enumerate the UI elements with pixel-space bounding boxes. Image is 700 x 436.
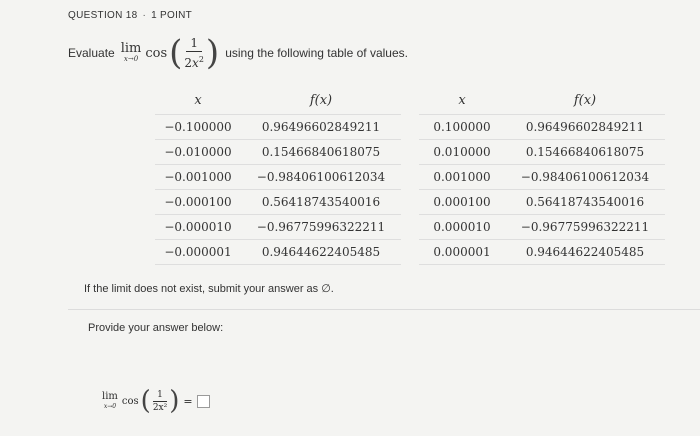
answer-expression — [96, 388, 210, 414]
table-row — [155, 114, 665, 139]
cell-x-pos: 0.100000 — [419, 114, 505, 139]
table-row — [155, 239, 665, 264]
answer-cos-function: cos — [121, 395, 139, 407]
answer-lim-subscript: x→0 — [103, 402, 117, 410]
answer-left-paren: ( — [140, 386, 151, 416]
header-f-neg: f(x) — [309, 93, 333, 109]
prompt-tail: using the following table of values. — [225, 46, 408, 60]
table-row — [155, 164, 665, 189]
den-exp: 2 — [198, 55, 204, 64]
table-gap — [401, 189, 419, 214]
cell-f-neg: 0.15466840618075 — [241, 139, 401, 164]
cell-x-neg: −0.010000 — [155, 139, 241, 164]
cell-f-pos: 0.94644622405485 — [505, 239, 665, 264]
table-gap — [401, 164, 419, 189]
question-points: 1 POINT — [151, 10, 193, 21]
table-gap — [401, 139, 419, 164]
answer-fraction-denominator: 2x² — [152, 402, 168, 413]
table-row — [155, 189, 665, 214]
empty-set-hint: If the limit does not exist, submit your answer as ∅. — [84, 283, 334, 295]
lim-text: lim — [120, 41, 142, 56]
cell-f-pos: 0.96496602849211 — [505, 114, 665, 139]
cell-x-pos: 0.000010 — [419, 214, 505, 239]
table-gap — [401, 214, 419, 239]
fraction — [182, 36, 206, 70]
cell-f-neg: 0.96496602849211 — [241, 114, 401, 139]
answer-fraction — [151, 390, 169, 413]
table-gap — [401, 114, 419, 139]
header-x-neg: x — [194, 93, 202, 109]
fraction-numerator: 1 — [186, 36, 202, 52]
cell-x-neg: −0.000001 — [155, 239, 241, 264]
table-row — [155, 139, 665, 164]
cell-x-pos: 0.000100 — [419, 189, 505, 214]
question-prompt — [68, 33, 408, 73]
den-var: x — [192, 56, 199, 70]
cell-f-pos: 0.15466840618075 — [505, 139, 665, 164]
header-x-pos: x — [458, 93, 466, 109]
limit-operator — [121, 42, 142, 64]
right-paren: ) — [205, 33, 220, 73]
lim-subscript: x→0 — [123, 55, 139, 63]
answer-fraction-numerator: 1 — [153, 390, 167, 402]
cell-f-neg: −0.98406100612034 — [241, 164, 401, 189]
answer-lim-text: lim — [102, 390, 118, 402]
table-gap — [401, 88, 419, 114]
cell-f-neg: 0.56418743540016 — [241, 189, 401, 214]
answer-right-paren: ) — [169, 386, 180, 416]
cell-f-pos: 0.56418743540016 — [505, 189, 665, 214]
table-gap — [401, 239, 419, 264]
cell-f-neg: −0.96775996322211 — [241, 214, 401, 239]
question-number: QUESTION 18 — [68, 10, 138, 21]
table-row — [155, 214, 665, 239]
answer-label: Provide your answer below: — [88, 322, 224, 334]
left-paren: ( — [169, 33, 183, 73]
answer-limit-operator — [102, 392, 118, 411]
fraction-denominator — [184, 52, 204, 70]
den-coef: 2 — [184, 56, 193, 70]
question-header — [68, 10, 192, 21]
header-separator: · — [142, 10, 147, 21]
cell-f-pos: −0.96775996322211 — [505, 214, 665, 239]
cell-f-neg: 0.94644622405485 — [241, 239, 401, 264]
answer-input-box[interactable] — [197, 395, 210, 408]
cell-x-pos: 0.001000 — [419, 164, 505, 189]
cell-x-neg: −0.000010 — [155, 214, 241, 239]
answer-equals: = — [183, 394, 193, 408]
cell-x-pos: 0.010000 — [419, 139, 505, 164]
cell-x-neg: −0.100000 — [155, 114, 241, 139]
header-f-pos: f(x) — [573, 93, 597, 109]
cell-f-pos: −0.98406100612034 — [505, 164, 665, 189]
cell-x-neg: −0.000100 — [155, 189, 241, 214]
cos-function: cos — [145, 45, 168, 61]
cell-x-pos: 0.000001 — [419, 239, 505, 264]
section-divider — [68, 309, 700, 310]
prompt-lead: Evaluate — [68, 46, 115, 60]
table-header-row — [155, 88, 665, 114]
cell-x-neg: −0.001000 — [155, 164, 241, 189]
values-table — [155, 88, 665, 265]
